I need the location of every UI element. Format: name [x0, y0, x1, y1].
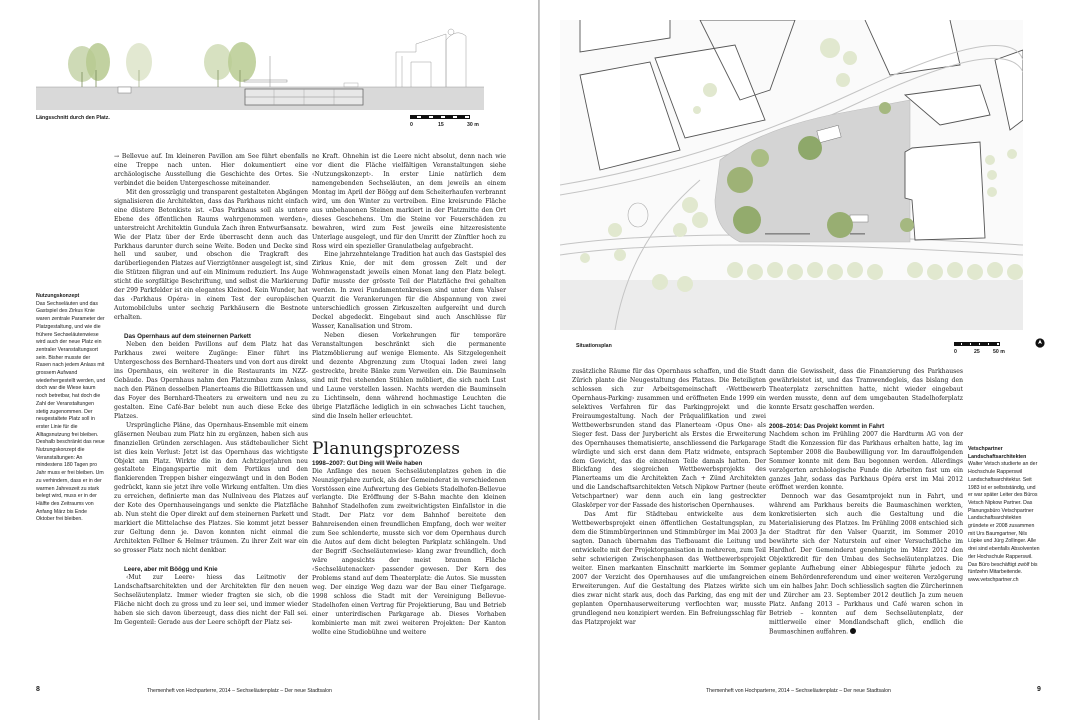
opera-house-elevation [396, 29, 466, 87]
left-page [0, 0, 539, 720]
longitudinal-section-drawing [36, 22, 484, 110]
bench [765, 233, 810, 235]
page-number: 9 [1037, 686, 1041, 693]
scale-label-max: 50 m [993, 349, 1005, 355]
bench [850, 233, 865, 235]
side-note-title: Vetschpartner Landschaftsarchitekten [968, 446, 1027, 460]
parking-garage-section [245, 89, 363, 105]
side-note-text: Walter Vetsch studierte an der Hochschule Rapperswil Landschaftsarchitektur. Seit 1983 ist er selbstständig, und er war später Leiter des Büros Vetsch Nipkow Partner. Das Planungsbüro Vetschpartner Landschaftsarchitekten gründete er 2008 zusammen mit Urs Baumgartner, Nils Lüpke und Jürg Zollinger. Alle drei sind ebenfalls Absolventen der Hochschule Rapperswil. Das Büro beschäftigt zwölf bis fünfzehn Mitarbeitende. [968, 461, 1040, 576]
opera-house-footprint [905, 142, 985, 240]
right-column-1 [572, 368, 766, 628]
left-column-2 [312, 153, 506, 638]
paragraph: ‹Mut zur Leere› hiess das Leitmotiv der Landschaftsarchitekten und der Architekten für den neuen Sechseläutenplatz. Immer wieder fragten sie sich, ob die Fläche nicht doch zu gross und zu leer sei, und immer wieder haben sie sich davon überzeugt, dass dies nicht der Fall sei. Im Gegenteil: Gerade aus der Leere schöpft der Platz sei- [114, 573, 308, 626]
paragraph: ne Kraft. Ohnehin ist die Leere nicht absolut, denn nach wie vor dient die Fläche vielfältigen Veranstaltungen siehe ‹Nutzungskonzept›. In erster Linie natürlich dem namengebenden Sechseläuten, an dem jeweils an einem Montag im April der Böögg auf dem Scheiterhaufen verbrannt wird, um den Winter zu vertreiben. Eine kreisrunde Fläche aus unbehauenen Steinen markiert in der Platzmitte den Ort dieses Geschehens. Um die Steine vor Feuerschäden zu bewahren, wird zum Fest jeweils eine hitzeresistente Unterlage ausgelegt, und für den Umritt der Zünftler hoch zu Ross wird ein spezieller Granulatbelag aufgebracht. [312, 153, 506, 250]
paragraph [769, 493, 963, 637]
page-number: 8 [36, 686, 40, 693]
paragraph: Das Amt für Städtebau entwickelte aus dem Wettbewerbsprojekt einen öffentlichen Gestaltungsplan, zu dem die Stimmbürgerinnen und Stimmbürger im Mai 2003 Ja sagten. Danach übernahm das Tiefbauamt die Leitung und entwickelte mit der Projektorganisation in mehreren, zum Teil sehr schwierigen Zwischenphasen das Wettbewerbsprojekt weiter. Einen markanten Einschnitt markierte im Sommer 2007 der Verzicht des Opernhauses auf die umfangreichen Erweiterungen. Auf die Gestaltung des Platzes wirkte sich dies zwar nicht stark aus, doch das Parking, das eng mit der geplanten Opernhauserweiterung verflochten war, musste grundlegend neu konzipiert werden. Ein Befreiungsschlag für das Platzprojekt war [572, 511, 766, 626]
scale-label-max: 30 m [467, 122, 479, 128]
side-note-vetschpartner [968, 446, 1040, 585]
running-footer: Themenheft von Hochparterre, 2014 – Sechseläutenplatz – Der neue Stadtsalon [706, 688, 891, 694]
running-footer: Themenheft von Hochparterre, 2014 – Sechseläutenplatz – Der neue Stadtsalon [147, 688, 332, 694]
plan-scale-labels [954, 349, 1024, 357]
paragraph: Eine jahrzehntelange Tradition hat auch das Gastspiel des Zirkus Knie, der mit dem grossen Zelt und der Wohnwagenstadt jeweils einen Monat lang den Platz belegt. Dafür musste der grösste Teil der Platzfläche frei gehalten werden. In zwei Fundamentenkreisen sind unter dem Valser Quarzit die Verankerungen für die Abspannung von zwei unterschiedlich grossen Zirkuszelten aufgereiht und durch Deckel abgedeckt. Eingebaut sind auch Anschlüsse für Wasser, Kanalisation und Strom. [312, 251, 506, 331]
section-caption: Längsschnitt durch den Platz. [36, 115, 110, 121]
paragraph: Neben diesen Vorkehrungen für temporäre Veranstaltungen beschränkt sich die permanente Platzmöblierung auf wenige Elemente. Als Sitzgelegenheit und dezente Abgrenzung zum Utoquai laden zwei lang gestreckte, breite Bänke zum Verweilen ein. Die Bauminseln sind mit frei stehenden Stühlen möbliert, die sich nach Lust und Laune verstellen lassen. Nachts werden die Bauminseln zu Lichtinseln, denn während hochmastige Leuchten die übrige Platzfläche lediglich in ein schwaches Licht tauchen, sind die Inseln heller erleuchtet. [312, 332, 506, 420]
subheading: 1998–2007: Gut Ding will Weile haben [312, 459, 423, 467]
subheading: Leere, aber mit Böögg und Knie [124, 565, 218, 573]
plan-scale-bar [954, 342, 1000, 346]
site-plan-caption: Situationsplan [576, 343, 612, 349]
side-note-text: Das Sechseläuten und das Gastspiel des Zirkus Knie waren zentrale Parameter der Platzgestaltung, und wie die frühere Sechseläutenwiese wird auch der neue Platz ein zentraler Veranstaltungsort sein. Bisher musste der Rasen nach jedem Anlass mit grossem Aufwand wiederhergestellt werden, und doch war die Wiese kaum noch betretbar, hat doch die Zahl der Veranstaltungen stetig zugenommen. Der neugestaltete Platz soll in erster Linie für die Alltagsnutzung frei bleiben. Deshalb beschränkt das neue Nutzungskonzept die Veranstaltungen: An mindestens 180 Tagen pro Jahr muss er frei bleiben. Um zu verhindern, dass er in der warmen Jahreszeit zu stark belegt wird, muss er in der Hälfte des Zeitraums von Anfang März bis Ende Oktober frei bleiben. [36, 300, 106, 523]
subheading: 2008–2014: Das Projekt kommt in Fahrt [769, 422, 885, 430]
pavilion [244, 80, 287, 82]
paragraph: Die Anfänge des neuen Sechseläutenplatzes gehen in die Neunzigerjahre zurück, als der Gemeinderat in verschiedenen Vorstössen eine Aufwertung des Gebiets Stadelhofen-Bellevue verlangte. Die Eröffnung der S-Bahn machte den kleinen Bahnhof Stadelhofen zum zweitwichtigsten Einfallstor in die Stadt. Der Platz vor dem Bahnhof bereitete den Bahnreisenden einen freundlichen Empfang, doch wer weiter zum See schlenderte, musste sich vor dem Opernhaus durch die Autos auf dem dicht belegten Parkplatz schlängeln. Und der Begriff ‹Sechseläutenwiese› klang zwar freundlich, doch wäre angesichts der meist braunen Fläche ‹Sechseläutenacker› passender gewesen. Der Kern des Problems stand auf dem Theaterplatz: die Autos. Sie mussten weg. Der einzige Weg dazu war der Bau einer Tiefgarage. 1998 schloss die Stadt mit der Vereinigung Bellevue-Stadelhofen einen Vertrag für Projektierung, Bau und Betrieb einer unterirdischen Parkgarage ab. Dieses Vorhaben kombinierte man mit zwei weiteren Projekten: Der Kanton wollte eine Studiobühne und weitere [312, 467, 506, 636]
left-column-1 [114, 153, 308, 628]
right-page [540, 0, 1079, 720]
side-note-nutzungskonzept [36, 293, 106, 524]
pavilion-lake [850, 215, 868, 222]
north-arrow-icon [1035, 338, 1045, 348]
tree-group-2 [126, 43, 152, 87]
scale-label-mid: 15 [438, 122, 444, 128]
paragraph: Neben den beiden Pavillons auf dem Platz hat das Parkhaus zwei weitere Zugänge: Einer führt ins Untergeschoss des Bernhard-Theaters und von dort aus direkt ins Opernhaus, ein weiterer in die Restaurants im NZZ-Gebäude. Das Opernhaus nahm den Platzumbau zum Anlass, nach den Plänen desselben Planerteams die Billettkassen und das Foyer des Bernhard-Theaters zu erweitern und neu zu gestalten. Eine Café-Bar belebt nun auch diese Ecke des Platzes. [114, 341, 308, 420]
paragraph: dann die Gewissheit, dass die Finanzierung des Parkhauses gewährleistet ist, und das Tramwendegleis, das bislang den Theaterplatz zerschnitten hatte, nicht wieder eingebaut werden musste, denn auf dem umgebauten Stadelhoferplatz konnte Ersatz geschaffen werden. [769, 368, 963, 411]
scale-label-0: 0 [954, 349, 957, 355]
subheading: Das Opernhaus auf dem steinernen Parkett [124, 333, 251, 341]
section-heading: Planungsprozess [312, 438, 461, 459]
paragraph-text: Dennoch war das Gesamtprojekt nun in Fahrt, und während am Parkhaus bereits die Baumaschinen werkten, konkretisierten sich auch die Gestaltung und die Materialisierung des Platzes. Im Frühling 2008 entschied sich der Stadtrat für den Valser Quarzit, im Sommer 2010 bewährte sich der Naturstein auf einer Versuchsfläche im Hardhof. Der Gemeinderat genehmigte im März 2012 den Objektkredit für den Umbau des Sechseläutenplatzes. Die geplante Aufhebung einer Abbiegespur führte jedoch zu einem Behördenreferendum und einer weiteren Verzögerung um ein halbes Jahr. Doch schliesslich sagten die Zürcherinnen und Zürcher am 23. September 2012 deutlich Ja zum neuen Platz. Anfang 2013 – Parkhaus und Café waren schon in Betrieb – konnten auf dem Sechseläutenplatz, der mittlerweile einer Mondlandschaft glich, endlich die Baumaschinen auffahren. [769, 493, 963, 636]
end-mark-icon [850, 628, 856, 634]
scale-label-0: 0 [410, 122, 413, 128]
side-note-title: Nutzungskonzept [36, 293, 80, 299]
section-scale-labels [410, 122, 490, 130]
scale-label-mid: 25 [974, 349, 980, 355]
paragraph: Mit den grosszügig und transparent gestalteten Abgängen signalisieren die Architekten, dass das Parkhaus nicht einfach eine düstere Betonkiste ist. «Das Parkhaus soll als untere Ebene des öffentlichen Raums wahrgenommen werden», unterstreicht Architektin Gundula Zach ihren Entwurfsansatz. Wie der Platz über der Erde überrascht denn auch das Parkhaus darunter durch seine Weite. Boden und Decke sind hell und sauber, und obschon die Tragkraft des darüberliegenden Platzes auf Vierzigtönner ausgelegt ist, sind die Stützen filigran und auf ein Minimum reduziert. Ins Auge sticht die sorgfältige Beschriftung, und selbst die Markierung der 299 Parkfelder ist ein elegantes Kleinod. Kein Wunder, hat das ‹Parkhaus Opéra› in einem Test der europäischen Automobilclubs unter sechzig Parkhäusern die Bestnote erhalten. [114, 188, 308, 322]
site-plan-drawing [560, 20, 1023, 330]
side-note-link[interactable]: www.vetschpartner.ch [968, 576, 1019, 583]
paragraph: Nachdem schon im Frühling 2007 die Hardturm AG von der Stadt die Konzession für das Parkhaus erhalten hatte, lag im September 2008 die Baubewilligung vor. Im darauffolgenden Sommer konnte mit dem Bau begonnen werden. Allerdings verzögerten archäologische Funde die Arbeiten fast um ein ganzes Jahr, sodass das Parkhaus Opéra erst im Mai 2012 eröffnet werden konnte. [769, 430, 963, 492]
paragraph: → Bellevue auf. Im kleineren Pavillon am See führt ebenfalls eine Treppe nach unten. Hier dokumentiert eine archäologische Ausstellung die Geschichte des Ortes. Sie verbindet die beiden Untergeschosse miteinander. [114, 153, 308, 187]
paragraph: Ursprüngliche Pläne, das Opernhaus-Ensemble mit einem gläsernen Neubau zum Platz hin zu ergänzen, haben sich aus finanziellen Gründen zerschlagen. Aus städtebaulicher Sicht ist dies kein Verlust: Jetzt ist das Opernhaus das wichtigste Objekt am Platz. Wirkte die in den Achtzigerjahren neu gestaltete Eingangspartie mit dem Portikus und den flankierenden Treppen bisher eingezwängt und in den Boden gedrückt, kann sie jetzt ihre volle Wirkung entfalten. Um dies zu erreichen, definierte man das Nullniveau des Platzes auf der Kote des Opernhauseingangs und senkte die Platzfläche ab. Nun steht die Oper direkt auf dem steinernen Parkett und markiert die Mittelachse des Platzes. Sie kommt jetzt besser zur Geltung denn je. Davon konnten nicht einmal die Architekten Fellner & Helmer träumen. Zu ihrer Zeit war ein so grosser Platz noch nicht denkbar. [114, 421, 308, 555]
tree-group-1 [68, 43, 110, 87]
right-column-2 [769, 368, 963, 637]
section-scale-bar [410, 115, 470, 119]
paragraph: zusätzliche Räume für das Opernhaus schaffen, und die Stadt Zürich plante die Neugestaltung des Platzes. Die Beteiligten schlossen sich zur Arbeitsgemeinschaft ‹Wettbewerb Opernhaus-Parking› zusammen und eröffneten Ende 1999 ein selektives Verfahren für das Parkingprojekt und die Freiraumgestaltung. Nach der Präqualifikation und zwei Wettbewerbsrunden stand das Planerteam ‹Opus One› als Sieger fest. Dass der Jurybericht als Erstes die Erweiterung des Opernhauses thematisierte, anschliessend die Parkgarage würdigte und sich erst dann dem Platz widmete, entsprach dem Gewicht, das die einzelnen Teile damals hatten. Der Blickfang des siegreichen Wettbewerbsprojekts des Planerteams um die Architekten Zach + Zünd Architekten und die Landschaftsarchitekten Vetsch Nipkow Partner (heute Vetschpartner) war denn auch ein lang gestreckter Glaskörper vor der Fassade des historischen Opernhauses. [572, 368, 766, 510]
lake-area [560, 280, 1023, 330]
